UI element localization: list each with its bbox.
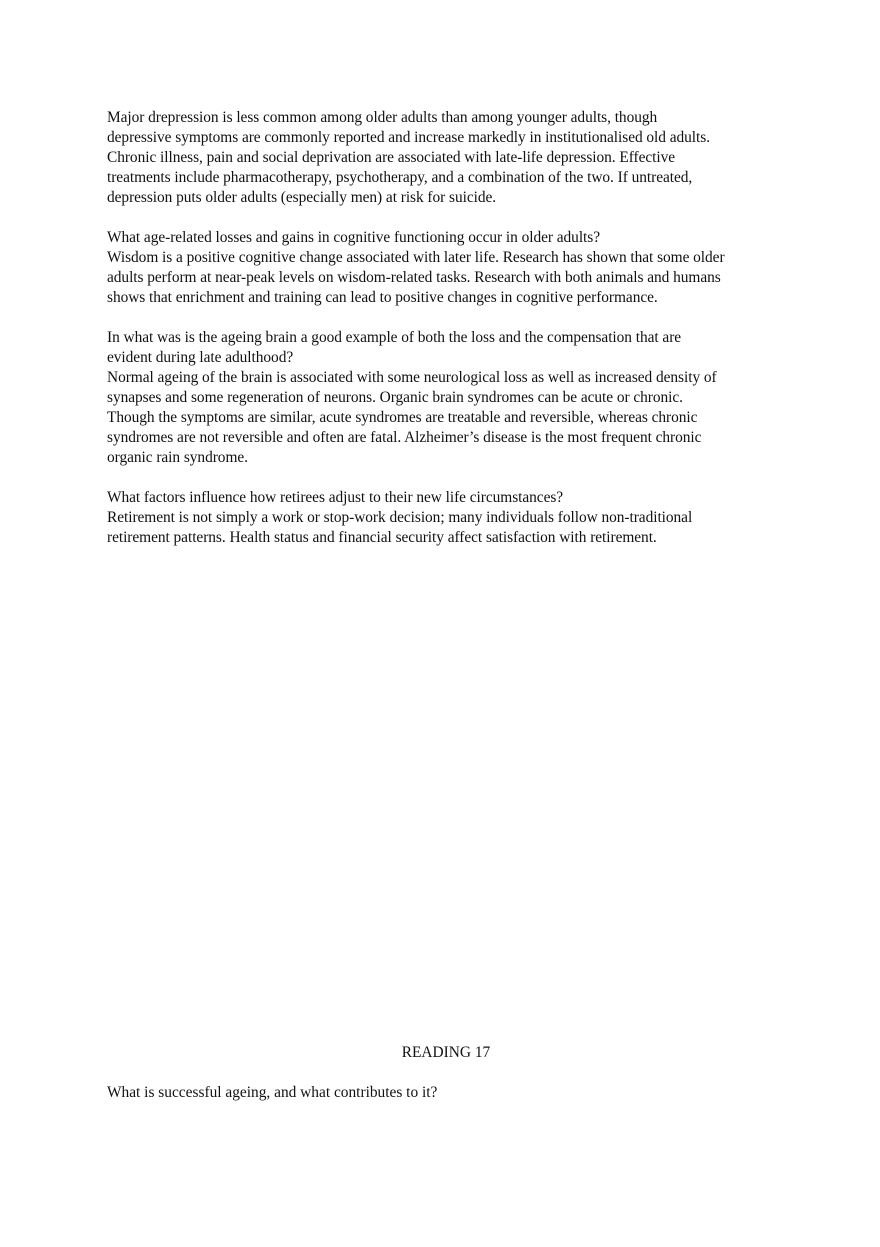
- text-line: synapses and some regeneration of neurons. Organic brain syndromes can be acute or chronic.: [107, 389, 683, 406]
- paragraph-late-life-depression: [107, 108, 775, 208]
- text-line: Wisdom is a positive cognitive change associated with later life. Research has shown that some older: [107, 249, 725, 266]
- text-line: treatments include pharmacotherapy, psychotherapy, and a combination of the two. If untreated,: [107, 169, 693, 186]
- reading-heading: READING 17: [401, 1044, 491, 1061]
- text-line: Though the symptoms are similar, acute syndromes are treatable and reversible, whereas chronic: [107, 409, 698, 426]
- text-line: retirement patterns. Health status and financial security affect satisfaction with retirement.: [107, 529, 657, 546]
- question-line: evident during late adulthood?: [107, 349, 294, 366]
- paragraph-retirement: [107, 488, 775, 548]
- text-line: syndromes are not reversible and often are fatal. Alzheimer’s disease is the most frequent chronic: [107, 429, 702, 446]
- paragraph-ageing-brain: [107, 328, 775, 468]
- paragraph-cognitive-functioning: [107, 228, 775, 308]
- text-line: shows that enrichment and training can lead to positive changes in cognitive performance.: [107, 289, 658, 306]
- reading-question: What is successful ageing, and what contributes to it?: [107, 1084, 438, 1101]
- text-line: depressive symptoms are commonly reported and increase markedly in institutionalised old adults.: [107, 129, 710, 146]
- text-line: depression puts older adults (especially men) at risk for suicide.: [107, 189, 497, 206]
- question-line: In what was is the ageing brain a good example of both the loss and the compensation that are: [107, 329, 682, 346]
- question-line: What factors influence how retirees adjust to their new life circumstances?: [107, 489, 564, 506]
- text-line: organic rain syndrome.: [107, 449, 248, 466]
- question-line: What age-related losses and gains in cognitive functioning occur in older adults?: [107, 229, 600, 246]
- text-line: adults perform at near-peak levels on wisdom-related tasks. Research with both animals and humans: [107, 269, 721, 286]
- text-line: Major drepression is less common among older adults than among younger adults, though: [107, 109, 658, 126]
- text-line: Normal ageing of the brain is associated with some neurological loss as well as increased density of: [107, 369, 717, 386]
- text-line: Chronic illness, pain and social deprivation are associated with late-life depression. Effective: [107, 149, 676, 166]
- text-line: Retirement is not simply a work or stop-work decision; many individuals follow non-traditional: [107, 509, 693, 526]
